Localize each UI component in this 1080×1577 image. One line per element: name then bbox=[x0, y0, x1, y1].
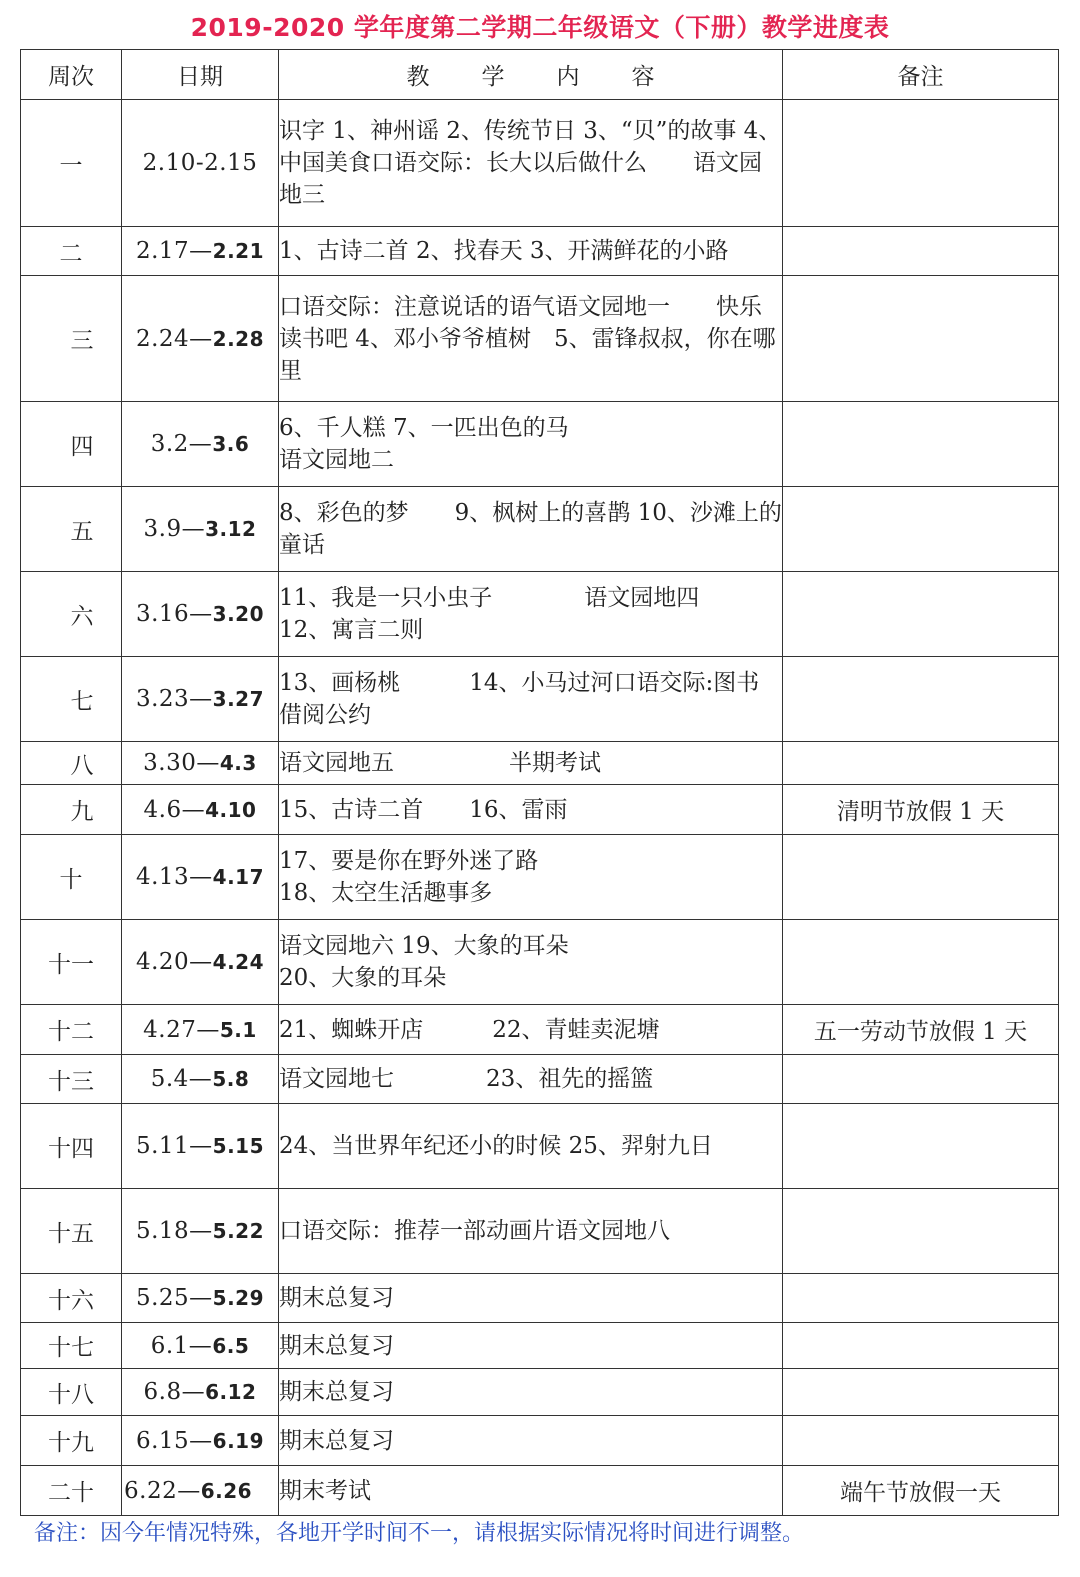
date-end: 3.27 bbox=[212, 687, 265, 711]
content-cell: 17、要是你在野外迷了路 18、太空生活趣事多 bbox=[279, 835, 783, 920]
remark-cell bbox=[783, 1189, 1059, 1274]
week-cell: 十六 bbox=[21, 1274, 122, 1323]
date-end: 6.19 bbox=[212, 1428, 265, 1453]
date-start: 2.17— bbox=[135, 238, 213, 264]
remark-cell bbox=[783, 742, 1059, 785]
date-cell bbox=[122, 1104, 279, 1189]
date-cell bbox=[122, 1466, 279, 1516]
date-start: 3.9— bbox=[143, 516, 206, 542]
date-start: 4.20— bbox=[135, 949, 213, 975]
remark-cell bbox=[783, 1055, 1059, 1104]
remark-cell bbox=[783, 402, 1059, 487]
content-cell: 1、古诗二首 2、找春天 3、开满鲜花的小路 bbox=[279, 227, 783, 276]
content-cell: 语文园地六 19、大象的耳朵 20、大象的耳朵 bbox=[279, 920, 783, 1005]
content-cell: 期末总复习 bbox=[279, 1274, 783, 1323]
schedule-table bbox=[20, 49, 1059, 1516]
date-cell bbox=[122, 1323, 279, 1369]
date-cell bbox=[122, 227, 279, 276]
week-cell: 三 bbox=[21, 276, 122, 402]
remark-cell bbox=[783, 1323, 1059, 1369]
table-row bbox=[21, 1274, 1059, 1323]
remark-cell bbox=[783, 276, 1059, 402]
content-cell: 11、我是一只小虫子 语文园地四 12、寓言二则 bbox=[279, 572, 783, 657]
remark-cell bbox=[783, 657, 1059, 742]
remark-cell: 清明节放假 1 天 bbox=[783, 785, 1059, 835]
header-row bbox=[21, 50, 1059, 100]
remark-cell bbox=[783, 1369, 1059, 1416]
date-start: 6.22— bbox=[124, 1477, 201, 1504]
content-cell: 期末考试 bbox=[279, 1466, 783, 1516]
date-start: 6.15— bbox=[135, 1427, 213, 1454]
content-cell: 21、蜘蛛开店 22、青蛙卖泥塘 bbox=[279, 1005, 783, 1055]
week-cell: 四 bbox=[21, 402, 122, 487]
date-end: 3.20 bbox=[212, 602, 265, 626]
date-end: 4.10 bbox=[205, 797, 257, 822]
week-cell: 十四 bbox=[21, 1104, 122, 1189]
week-cell: 十一 bbox=[21, 920, 122, 1005]
content-cell: 6、千人糕 7、一匹出色的马 语文园地二 bbox=[279, 402, 783, 487]
date-start: 3.23— bbox=[135, 686, 213, 712]
date-cell bbox=[122, 1369, 279, 1416]
date-start: 4.27— bbox=[143, 1016, 220, 1043]
week-cell: 十 bbox=[21, 835, 122, 920]
table-row bbox=[21, 1005, 1059, 1055]
table-row bbox=[21, 835, 1059, 920]
week-cell: 一 bbox=[21, 100, 122, 227]
date-start: 5.4— bbox=[150, 1066, 213, 1092]
week-cell: 五 bbox=[21, 487, 122, 572]
date-cell bbox=[122, 276, 279, 402]
content-cell: 24、当世界年纪还小的时候 25、羿射九日 bbox=[279, 1104, 783, 1189]
table-row bbox=[21, 657, 1059, 742]
week-cell: 十五 bbox=[21, 1189, 122, 1274]
date-end: 5.22 bbox=[212, 1219, 265, 1243]
content-cell: 期末总复习 bbox=[279, 1416, 783, 1466]
date-end: 6.12 bbox=[205, 1380, 257, 1404]
date-cell bbox=[122, 402, 279, 487]
date-cell bbox=[122, 920, 279, 1005]
remark-cell bbox=[783, 1274, 1059, 1323]
table-row bbox=[21, 1369, 1059, 1416]
header-date: 日期 bbox=[122, 50, 279, 100]
date-cell bbox=[122, 1416, 279, 1466]
content-cell: 口语交际：注意说话的语气语文园地一 快乐读书吧 4、邓小爷爷植树 5、雷锋叔叔，你在哪里 bbox=[279, 276, 783, 402]
date-end: 5.29 bbox=[212, 1286, 265, 1310]
header-content-char: 教 bbox=[406, 64, 430, 90]
date-end: 2.21 bbox=[212, 239, 265, 263]
date-start: 4.13— bbox=[135, 864, 213, 890]
table-row bbox=[21, 1104, 1059, 1189]
week-cell: 十三 bbox=[21, 1055, 122, 1104]
date-cell bbox=[122, 487, 279, 572]
date-end: 6.5 bbox=[212, 1333, 250, 1358]
week-cell: 七 bbox=[21, 657, 122, 742]
date-start: 6.8— bbox=[143, 1379, 206, 1405]
date-start: 5.25— bbox=[135, 1285, 213, 1311]
week-cell: 十八 bbox=[21, 1369, 122, 1416]
date-end: 5.1 bbox=[219, 1017, 257, 1042]
date-cell bbox=[122, 1005, 279, 1055]
header-week: 周次 bbox=[21, 50, 122, 100]
week-cell: 二十 bbox=[21, 1466, 122, 1516]
content-cell: 13、画杨桃 14、小马过河口语交际:图书借阅公约 bbox=[279, 657, 783, 742]
date-end: 6.26 bbox=[200, 1478, 253, 1503]
date-cell bbox=[122, 100, 279, 227]
date-start: 3.30— bbox=[143, 750, 220, 776]
remark-cell bbox=[783, 487, 1059, 572]
footnote: 备注：因今年情况特殊，各地开学时间不一，请根据实际情况将时间进行调整。 bbox=[34, 1521, 805, 1546]
week-cell: 二 bbox=[21, 227, 122, 276]
header-content bbox=[279, 50, 783, 100]
table-row bbox=[21, 572, 1059, 657]
date-cell bbox=[122, 657, 279, 742]
date-end: 5.8 bbox=[212, 1067, 250, 1091]
table-row bbox=[21, 1416, 1059, 1466]
week-cell: 十九 bbox=[21, 1416, 122, 1466]
week-cell: 九 bbox=[21, 785, 122, 835]
table-row bbox=[21, 1323, 1059, 1369]
remark-cell bbox=[783, 572, 1059, 657]
week-cell: 十七 bbox=[21, 1323, 122, 1369]
remark-cell: 端午节放假一天 bbox=[783, 1466, 1059, 1516]
content-cell: 期末总复习 bbox=[279, 1369, 783, 1416]
date-cell bbox=[122, 785, 279, 835]
header-remarks: 备注 bbox=[783, 50, 1059, 100]
remark-cell bbox=[783, 1104, 1059, 1189]
table-row bbox=[21, 920, 1059, 1005]
header-content-char: 学 bbox=[481, 64, 505, 90]
week-cell: 六 bbox=[21, 572, 122, 657]
table-row bbox=[21, 487, 1059, 572]
remark-cell bbox=[783, 227, 1059, 276]
remark-cell bbox=[783, 1416, 1059, 1466]
date-start: 5.11— bbox=[135, 1133, 213, 1159]
date-end: 5.15 bbox=[212, 1134, 265, 1158]
date-end: 4.3 bbox=[219, 751, 257, 775]
date-end: 4.24 bbox=[212, 950, 265, 974]
content-cell: 识字 1、神州谣 2、传统节日 3、“贝”的故事 4、中国美食口语交际：长大以后做什么 语文园地三 bbox=[279, 100, 783, 227]
remark-cell: 五一劳动节放假 1 天 bbox=[783, 1005, 1059, 1055]
page-title: 2019-2020 学年度第二学期二年级语文（下册）教学进度表 bbox=[190, 13, 890, 42]
remark-cell bbox=[783, 100, 1059, 227]
content-cell: 期末总复习 bbox=[279, 1323, 783, 1369]
date-end: 3.12 bbox=[205, 517, 257, 541]
week-cell: 八 bbox=[21, 742, 122, 785]
content-cell: 8、彩色的梦 9、枫树上的喜鹊 10、沙滩上的童话 bbox=[279, 487, 783, 572]
header-content-char: 容 bbox=[631, 64, 655, 90]
date-start: 2.24— bbox=[135, 325, 213, 352]
table-row bbox=[21, 742, 1059, 785]
date-start: 3.16— bbox=[135, 601, 213, 627]
date-cell bbox=[122, 572, 279, 657]
table-row bbox=[21, 1466, 1059, 1516]
date-cell bbox=[122, 1055, 279, 1104]
content-cell: 口语交际：推荐一部动画片语文园地八 bbox=[279, 1189, 783, 1274]
table-row bbox=[21, 1055, 1059, 1104]
date-end: 2.28 bbox=[212, 326, 265, 351]
date-cell bbox=[122, 742, 279, 785]
table-row bbox=[21, 402, 1059, 487]
table-row bbox=[21, 1189, 1059, 1274]
date-start: 2.10-2.15 bbox=[142, 150, 258, 176]
content-cell: 语文园地七 23、祖先的摇篮 bbox=[279, 1055, 783, 1104]
table-row bbox=[21, 785, 1059, 835]
week-cell: 十二 bbox=[21, 1005, 122, 1055]
date-start: 4.6— bbox=[143, 796, 206, 823]
date-start: 6.1— bbox=[150, 1332, 213, 1359]
table-row bbox=[21, 100, 1059, 227]
date-start: 5.18— bbox=[135, 1218, 213, 1244]
date-cell bbox=[122, 1274, 279, 1323]
date-end: 3.6 bbox=[212, 432, 250, 456]
date-cell bbox=[122, 1189, 279, 1274]
content-cell: 语文园地五 半期考试 bbox=[279, 742, 783, 785]
table-row bbox=[21, 227, 1059, 276]
remark-cell bbox=[783, 920, 1059, 1005]
date-end: 4.17 bbox=[212, 865, 265, 889]
remark-cell bbox=[783, 835, 1059, 920]
date-start: 3.2— bbox=[150, 431, 213, 457]
content-cell: 15、古诗二首 16、雷雨 bbox=[279, 785, 783, 835]
table-row bbox=[21, 276, 1059, 402]
header-content-char: 内 bbox=[556, 64, 580, 90]
date-cell bbox=[122, 835, 279, 920]
